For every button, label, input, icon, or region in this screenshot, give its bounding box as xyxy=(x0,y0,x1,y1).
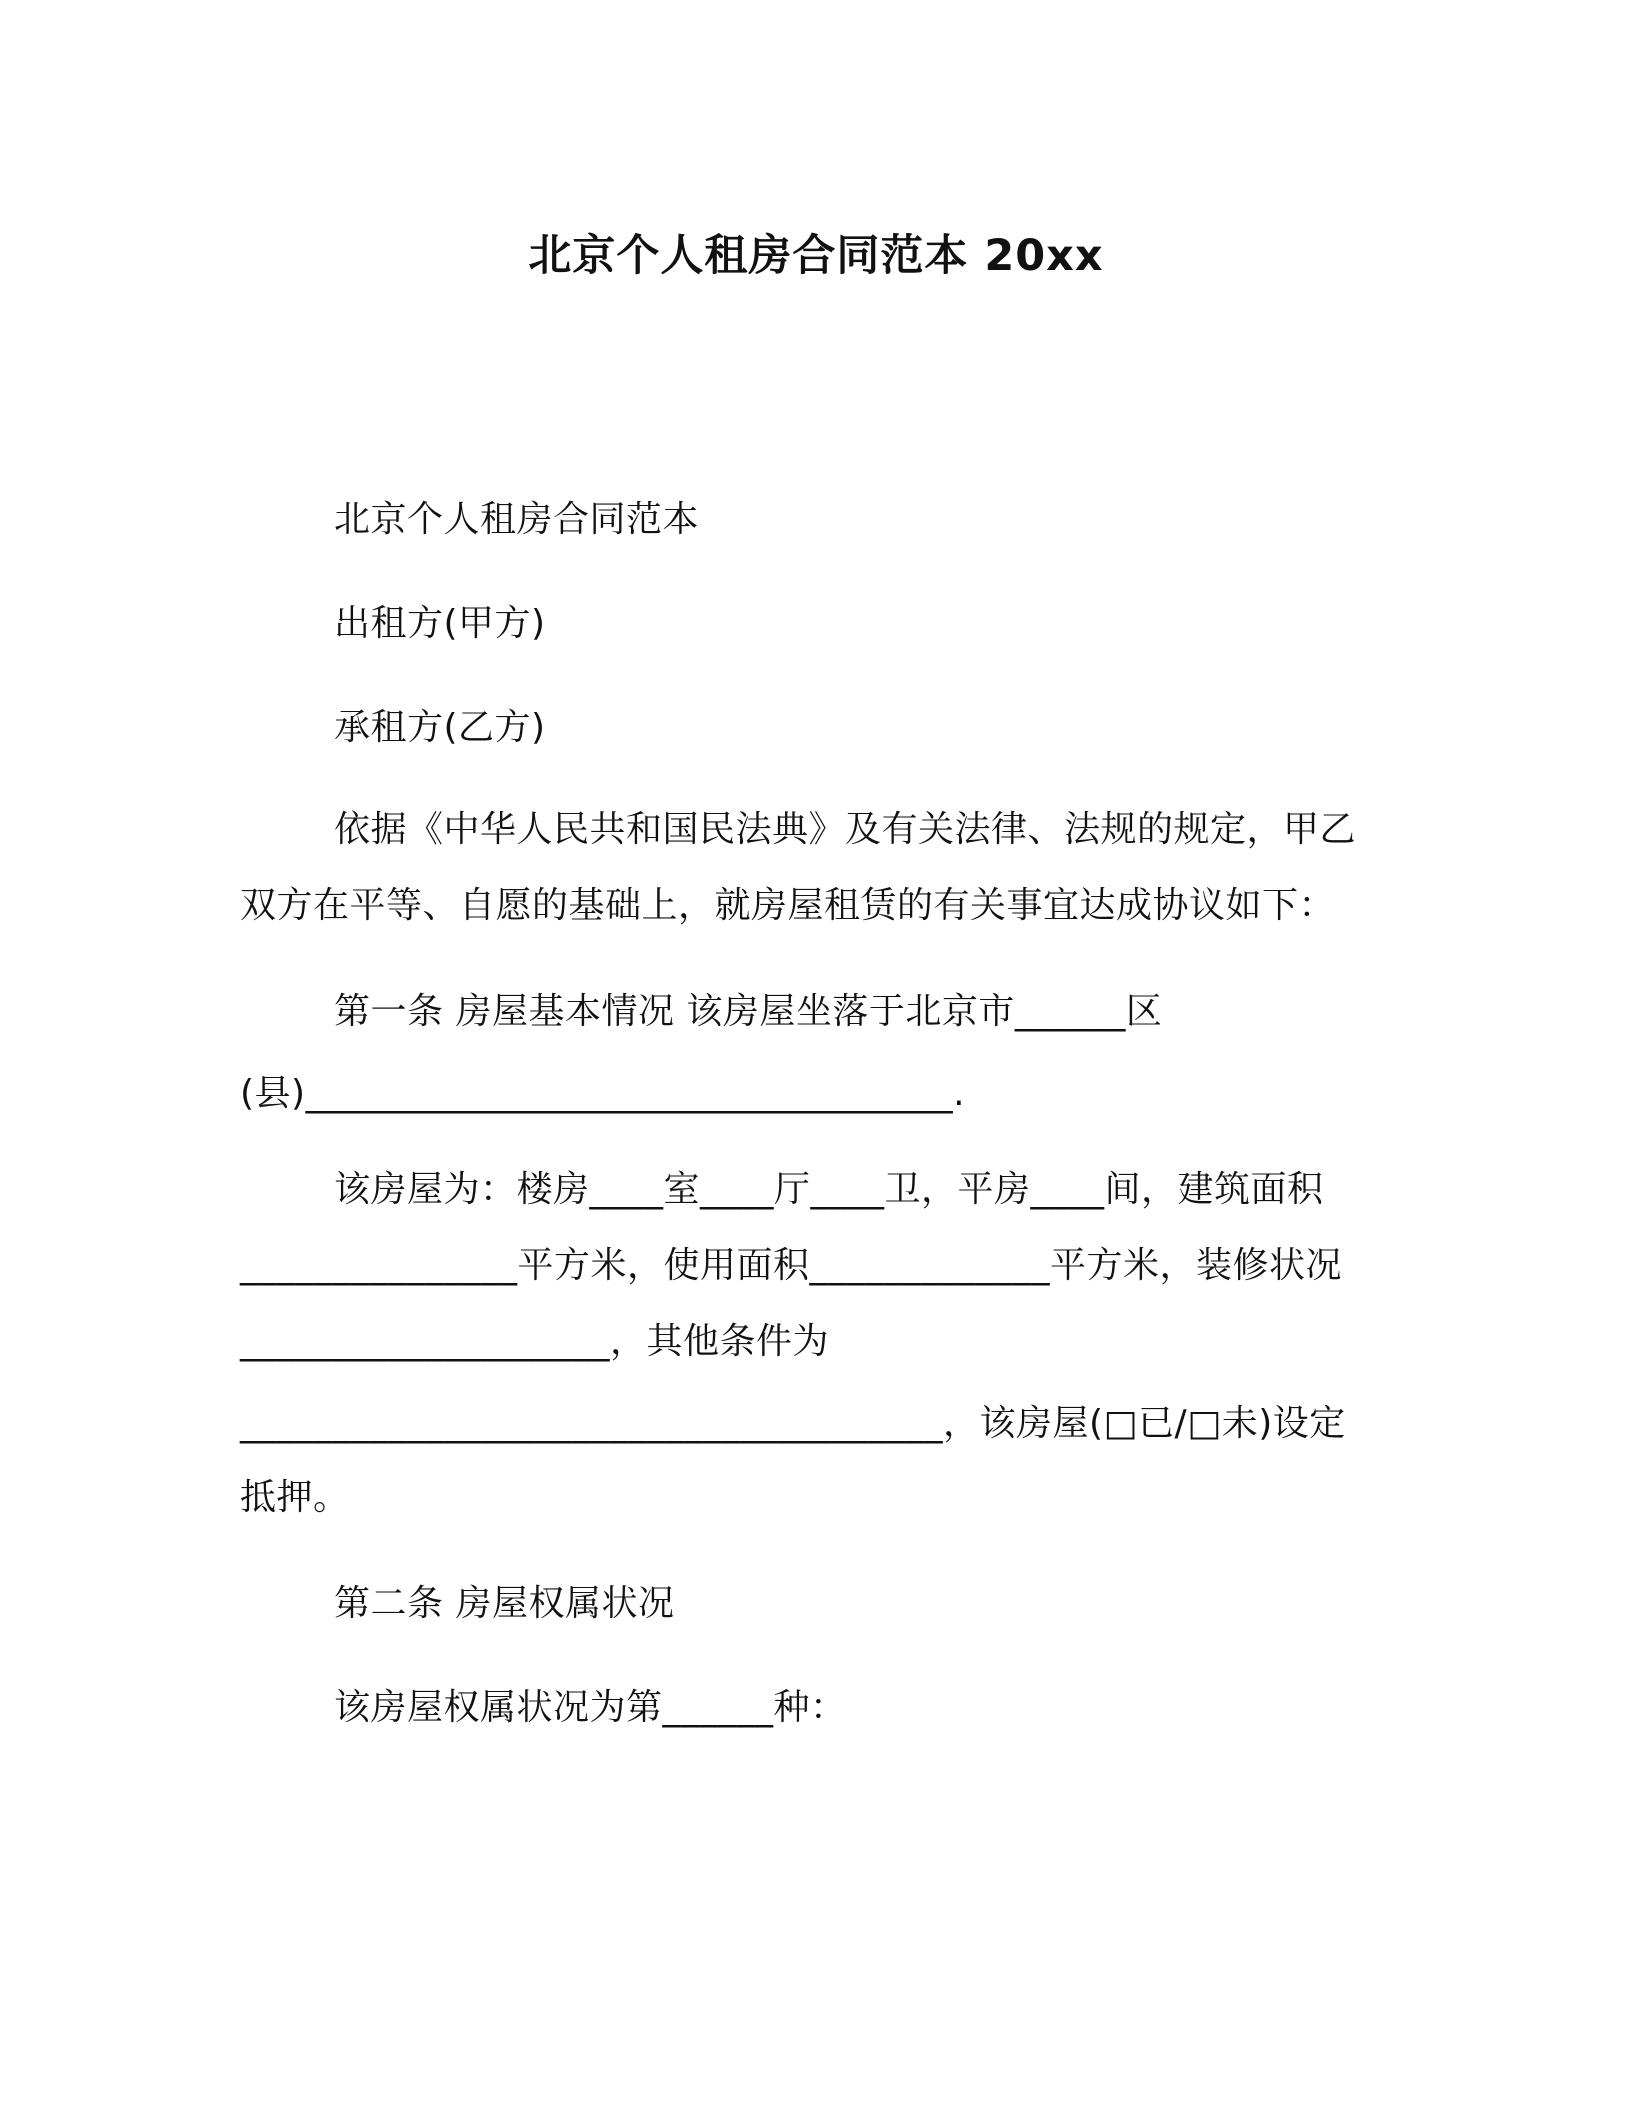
house-desc-line-1: 该房屋为：楼房____室____厅____卫，平房____间，建筑面积 xyxy=(334,1169,1324,1210)
house-desc-line-3: ____________________，其他条件为 xyxy=(240,1321,830,1362)
preamble-line-2: 双方在平等、自愿的基础上，就房屋租赁的有关事宜达成协议如下： xyxy=(240,885,1336,926)
house-desc-line-4: ______________________________________，该房屋(□已/□未)设定 xyxy=(240,1403,1346,1444)
article-2-heading: 第二条 房屋权属状况 xyxy=(334,1583,675,1624)
ownership-line: 该房屋权属状况为第______种： xyxy=(334,1687,847,1728)
subtitle-line: 北京个人租房合同范本 xyxy=(334,499,700,540)
lessor-line: 出租方(甲方) xyxy=(334,603,546,644)
preamble-line-1: 依据《中华人民共和国民法典》及有关法律、法规的规定，甲乙 xyxy=(334,809,1357,850)
lessee-line: 承租方(乙方) xyxy=(334,707,546,748)
house-desc-line-5: 抵押。 xyxy=(240,1477,350,1518)
document-title: 北京个人租房合同范本 20xx xyxy=(528,231,1104,281)
article-1-line-2: (县)___________________________________. xyxy=(240,1073,966,1114)
article-1-line-1: 第一条 房屋基本情况 该房屋坐落于北京市______区 xyxy=(334,991,1163,1032)
house-desc-line-2: _______________平方米，使用面积_____________平方米，装修状况 xyxy=(240,1245,1343,1286)
